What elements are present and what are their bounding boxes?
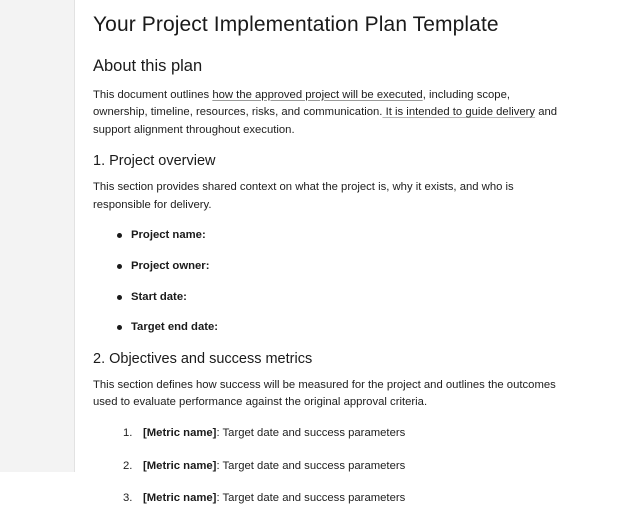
section-heading-about: About this plan — [93, 57, 203, 76]
section-heading-project-overview: 1. Project overview — [93, 153, 216, 170]
about-text-underlined-b: It is intended to guide delivery — [382, 106, 536, 119]
document-content — [75, 0, 580, 505]
section-heading-objectives: 2. Objectives and success metrics — [93, 350, 313, 367]
metric-text: : Target date and success parameters — [216, 459, 406, 472]
metric-label: [Metric name] — [143, 426, 217, 439]
metrics-list — [93, 426, 562, 506]
project-overview-paragraph: This section provides shared context on what the project is, why it exists, and who is responsible for delivery. — [93, 181, 514, 211]
list-item — [143, 426, 562, 441]
about-paragraph — [93, 87, 562, 140]
left-margin-gutter — [0, 0, 75, 472]
metric-label: [Metric name] — [143, 459, 217, 472]
list-item: Target end date: — [131, 320, 562, 335]
right-margin-gutter — [580, 0, 642, 472]
list-item — [143, 491, 562, 506]
list-item — [143, 459, 562, 474]
about-text-before: This document outlines — [93, 88, 213, 101]
project-overview-list — [93, 228, 562, 335]
list-item: Start date: — [131, 290, 562, 305]
list-item: Project owner: — [131, 259, 562, 274]
metric-text: : Target date and success parameters — [216, 492, 406, 505]
about-text-underlined-a: how the approved project will be executed — [212, 88, 423, 101]
list-item: Project name: — [131, 228, 562, 243]
about-text-after: and support alignment throughout execution. — [93, 106, 558, 136]
page-title: Your Project Implementation Plan Template — [93, 13, 499, 36]
metric-text: : Target date and success parameters — [216, 426, 406, 439]
about-text-middle: , including scope, ownership, timeline, resources, risks, and communication. — [93, 88, 510, 119]
objectives-paragraph: This section defines how success will be measured for the project and outlines the outcomes used to evaluate performance against the original approval criteria. — [93, 378, 556, 409]
metric-label: [Metric name] — [143, 492, 217, 505]
